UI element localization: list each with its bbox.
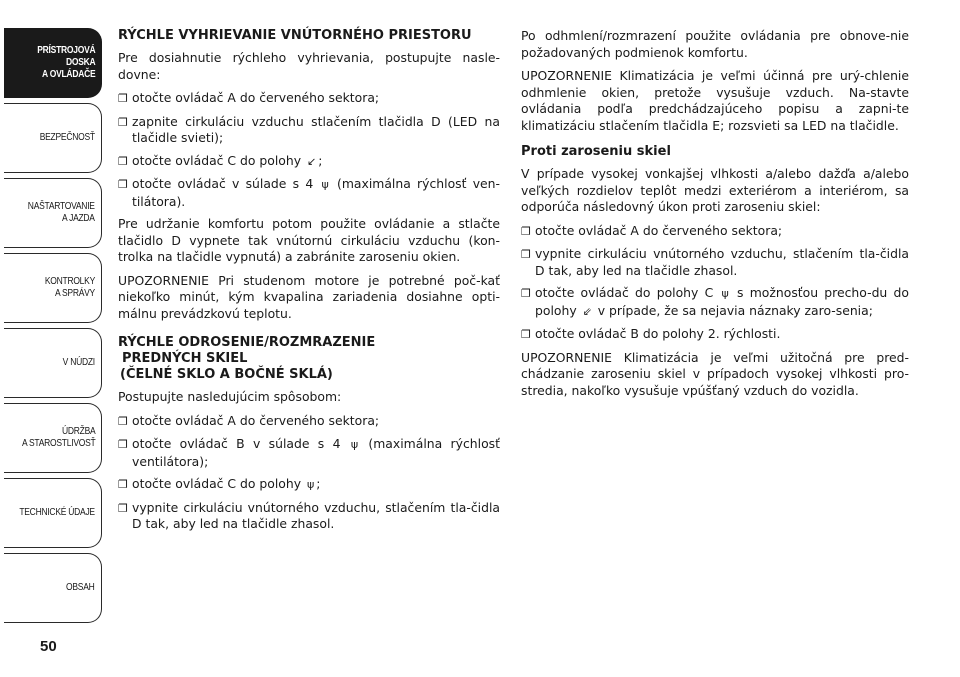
right-column (521, 28, 909, 406)
tab-obsah[interactable] (4, 553, 102, 623)
warning-paragraph: UPOZORNENIE Klimatizácia je veľmi užitočná pre pred-chádzanie zaroseniu skiel v prípadoch vysokej vlhkosti pro-stredia, nakoľko vysušuje vpúšťaný vzduch do vozidla. (521, 349, 909, 398)
section-heading-anti-fog: Proti zaroseniu skiel (521, 144, 671, 159)
tab-label: OBSAH (66, 582, 95, 593)
list-item: ❐ otočte ovládač v súlade s 4 ψ (maximálna rýchlosť ven-tilátora). (118, 176, 500, 209)
tab-label: KONTROLKY A SPRÁVY (44, 276, 95, 299)
warning-paragraph: UPOZORNENIE Klimatizácia je veľmi účinná pre urý-chlenie odhmlenie okien, pretože vysušuje vzduch. Na-stavte ovládania podľa predchádzajúceho popisu a zapni-te klimatizáciu stlačením tlačidla E; rozsvieti sa LED na tlačidle. (521, 68, 909, 133)
windscreen-defrost-icon: ψ (721, 287, 729, 300)
fan-icon: ψ (321, 178, 329, 191)
tab-nastartovanie[interactable] (4, 178, 102, 248)
paragraph: V prípade vysokej vonkajšej vlhkosti a/alebo dažďa a/alebo veľkých rozdielov teplôt medzi exteriérom a interiérom, sa odporúča následovný úkon proti zaroseniu skiel: (521, 166, 909, 214)
checkbox-icon: ❐ (118, 478, 128, 491)
checkbox-icon: ❐ (521, 328, 531, 341)
tab-v-nudzi[interactable] (4, 328, 102, 398)
checkbox-icon: ❐ (118, 115, 128, 129)
list-item: ❐ otočte ovládač C do polohy ↙ ; (118, 153, 500, 171)
checkbox-icon: ❐ (118, 154, 128, 168)
windscreen-defrost-icon: ψ (307, 478, 315, 491)
list-item: ❐ otočte ovládač C do polohy ψ ; (118, 476, 500, 494)
list-item: ❐ zapnite cirkuláciu vzduchu stlačením tlačidla D (LED na tlačidle svieti); (118, 113, 500, 145)
checkbox-icon: ❐ (118, 92, 128, 105)
list-item: ❐ otočte ovládač do polohy C ψ s možnosťou precho-du do polohy ⇙ v prípade, že sa nejavia náznaky zaro-senia; (521, 285, 909, 320)
tab-label: NAŠTARTOVANIE A JAZDA (28, 201, 95, 224)
checkbox-icon: ❐ (118, 501, 128, 515)
list-item: ❐ otočte ovládač A do červeného sektora; (521, 223, 909, 241)
tab-label: PRÍSTROJOVÁ DOSKA A OVLÁDAČE (36, 45, 95, 80)
tab-udrzba[interactable] (4, 403, 102, 473)
section-heading-defrost: RÝCHLE ODROSENIE/ROZMRAZENIE PREDNÝCH SKIEL (ČELNÉ SKLO A BOČNÉ SKLÁ) (118, 335, 376, 382)
list-item: ❐ otočte ovládač B do polohy 2. rýchlosti. (521, 326, 909, 344)
paragraph: Postupujte nasledujúcim spôsobom: (118, 389, 342, 404)
checkbox-icon: ❐ (118, 178, 128, 191)
page-number: 50 (40, 638, 57, 655)
tab-label: BEZPEČNOSŤ (39, 132, 95, 143)
list-item: ❐ otočte ovládač A do červeného sektora; (118, 90, 500, 108)
checkbox-icon: ❐ (521, 224, 531, 238)
fan-icon: ψ (350, 438, 359, 451)
tab-label: V NÚDZI (62, 357, 95, 368)
tab-technicke-udaje[interactable] (4, 478, 102, 548)
list-item: ❐ otočte ovládač A do červeného sektora; (118, 413, 500, 431)
checkbox-icon: ❐ (521, 287, 531, 300)
tab-pristrojova-doska[interactable] (4, 28, 102, 98)
warning-paragraph: UPOZORNENIE Pri studenom motore je potrebné poč-kať niekoľko minút, kým kvapalina zariadenia dosiahne opti-málnu prevádzkovú teplotu. (118, 272, 500, 321)
list-item: ❐ vypnite cirkuláciu vnútorného vzduchu, stlačením tla-čidla D tak, aby led na tlačidle zhasol. (521, 246, 909, 278)
tab-kontrolky[interactable] (4, 253, 102, 323)
section-heading-fast-heating: RÝCHLE VYHRIEVANIE VNÚTORNÉHO PRIESTORU (118, 28, 472, 43)
list-item: ❐ otočte ovládač B v súlade s 4 ψ (maximálna rýchlosť ventilátora); (118, 436, 500, 469)
paragraph: Pre udržanie komfortu potom použite ovládanie a stlačte tlačidlo D vypnete tak vnútornú cirkuláciu vzduchu (kon-trolka na tlačidle vypnutá) a zabránite zaroseniu okien. (118, 216, 500, 264)
left-column (118, 28, 500, 539)
feet-airflow-icon: ↙ (307, 154, 317, 168)
tab-label: TECHNICKÉ ÚDAJE (19, 507, 95, 518)
mixed-airflow-icon: ⇙ (582, 304, 592, 318)
tab-bezpecnost[interactable] (4, 103, 102, 173)
checkbox-icon: ❐ (521, 248, 531, 261)
paragraph: Po odhmlení/rozmrazení použite ovládania pre obnove-nie požadovaných podmienok komfortu. (521, 28, 909, 60)
tab-label: ÚDRŽBA A STAROSTLIVOSŤ (21, 426, 95, 449)
paragraph: Pre dosiahnutie rýchleho vyhrievania, postupujte nasle-dovne: (118, 50, 500, 82)
list-item: ❐ vypnite cirkuláciu vnútorného vzduchu, stlačením tla-čidla D tak, aby led na tlačidle zhasol. (118, 499, 500, 531)
checkbox-icon: ❐ (118, 438, 128, 451)
checkbox-icon: ❐ (118, 414, 128, 428)
